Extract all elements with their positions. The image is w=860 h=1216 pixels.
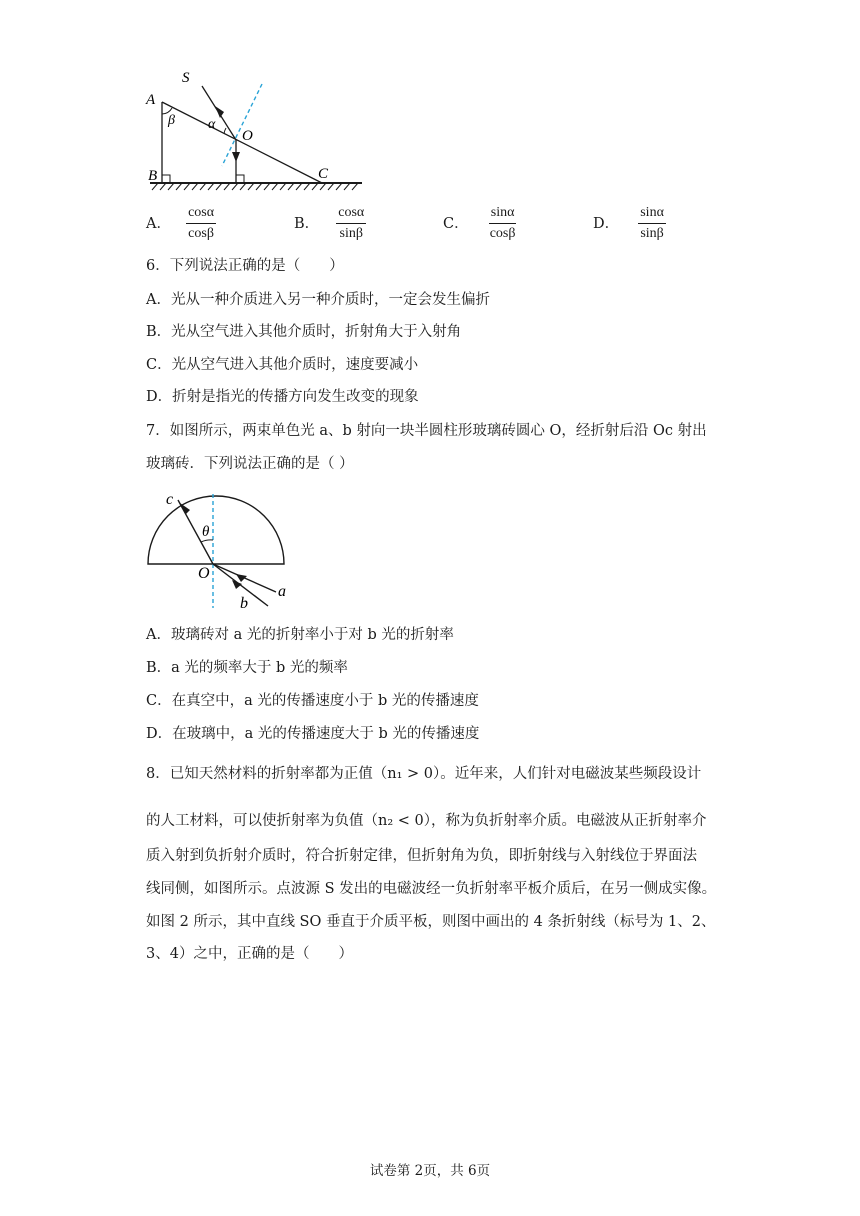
q5-option-d[interactable] <box>593 205 666 242</box>
label-b: B <box>148 168 158 184</box>
angle-theta-arc <box>201 540 213 542</box>
q7-option-a[interactable]: A．玻璃砖对 a 光的折射率小于对 b 光的折射率 <box>146 627 454 643</box>
label-beta: β <box>168 113 175 128</box>
q7-option-c[interactable]: C．在真空中，a 光的传播速度小于 b 光的传播速度 <box>146 693 479 709</box>
label-theta: θ <box>202 524 210 540</box>
option-letter: A． <box>146 216 171 232</box>
right-angle-foot <box>236 175 244 183</box>
option-letter: C． <box>443 216 469 232</box>
denominator: sinβ <box>339 226 363 241</box>
label-a: A <box>146 92 156 108</box>
q7-option-b[interactable]: B．a 光的频率大于 b 光的频率 <box>146 660 348 676</box>
fraction <box>638 205 666 242</box>
numerator: cosα <box>186 205 216 224</box>
numerator: sinα <box>489 205 517 224</box>
denominator: sinβ <box>640 226 664 241</box>
normal-line <box>222 84 262 166</box>
ray-b-arrow <box>232 580 242 589</box>
q6-option-b[interactable]: B．光从空气进入其他介质时，折射角大于入射角 <box>146 324 462 340</box>
q5-option-c[interactable] <box>443 205 518 242</box>
q5-option-a[interactable] <box>146 205 216 242</box>
page-footer: 试卷第 2页，共 6页 <box>369 1163 491 1179</box>
option-letter: B． <box>294 216 320 232</box>
right-angle-b <box>162 175 170 183</box>
option-letter: D． <box>593 216 620 232</box>
numerator: sinα <box>638 205 666 224</box>
q8-line3: 质入射到负折射介质时，符合折射定律，但折射角为负，即折射线与入射线位于界面法 <box>146 848 697 864</box>
q8-line2: 的人工材料，可以使折射率为负值（n₂ < 0），称为负折射率介质。电磁波从正折射率介 <box>146 813 707 829</box>
angle-alpha-arc <box>224 128 226 134</box>
ground-hatching <box>152 183 358 190</box>
q7-option-d[interactable]: D．在玻璃中，a 光的传播速度大于 b 光的传播速度 <box>146 726 480 742</box>
q8-line1: 8．已知天然材料的折射率都为正值（n₁ > 0）。近年来，人们针对电磁波某些频段设计 <box>146 766 702 782</box>
q8-line5: 如图 2 所示，其中直线 SO 垂直于介质平板，则图中画出的 4 条折射线（标号为 1、2、 <box>146 914 716 930</box>
fraction <box>186 205 216 242</box>
denominator: cosβ <box>188 226 214 241</box>
denominator: cosβ <box>489 226 516 241</box>
incident-arrow <box>215 106 224 118</box>
q8-line4: 线同侧，如图所示。点波源 S 发出的电磁波经一负折射率平板介质后，在另一侧成实像。 <box>146 881 717 897</box>
label-alpha: α <box>208 117 216 132</box>
q7-stem-line1: 7．如图所示，两束单色光 a、b 射向一块半圆柱形玻璃砖圆心 O，经折射后沿 Oc 射出 <box>146 423 707 439</box>
label-c: C <box>318 166 329 182</box>
refracted-arrow <box>232 152 240 162</box>
label-c: c <box>166 491 174 508</box>
label-s: S <box>182 70 190 86</box>
numerator: cosα <box>336 205 366 224</box>
q6-option-d[interactable]: D．折射是指光的传播方向发生改变的现象 <box>146 389 419 405</box>
q7-stem-line2: 玻璃砖．下列说法正确的是（ ） <box>146 456 354 472</box>
fraction <box>336 205 366 242</box>
label-a: a <box>278 583 286 600</box>
figure-semicircle-glass <box>140 488 300 612</box>
q6-option-a[interactable]: A．光从一种介质进入另一种介质时，一定会发生偏折 <box>146 292 490 308</box>
q6-stem: 6．下列说法正确的是（ ） <box>146 258 344 274</box>
fraction <box>488 205 518 242</box>
label-b: b <box>240 595 248 612</box>
q5-option-b[interactable] <box>294 205 366 242</box>
figure-prism-triangle <box>140 68 370 193</box>
label-o: O <box>198 565 210 582</box>
label-o: O <box>242 128 253 144</box>
q8-line6: 3、4）之中，正确的是（ ） <box>146 946 353 962</box>
q6-option-c[interactable]: C．光从空气进入其他介质时，速度要减小 <box>146 357 419 373</box>
